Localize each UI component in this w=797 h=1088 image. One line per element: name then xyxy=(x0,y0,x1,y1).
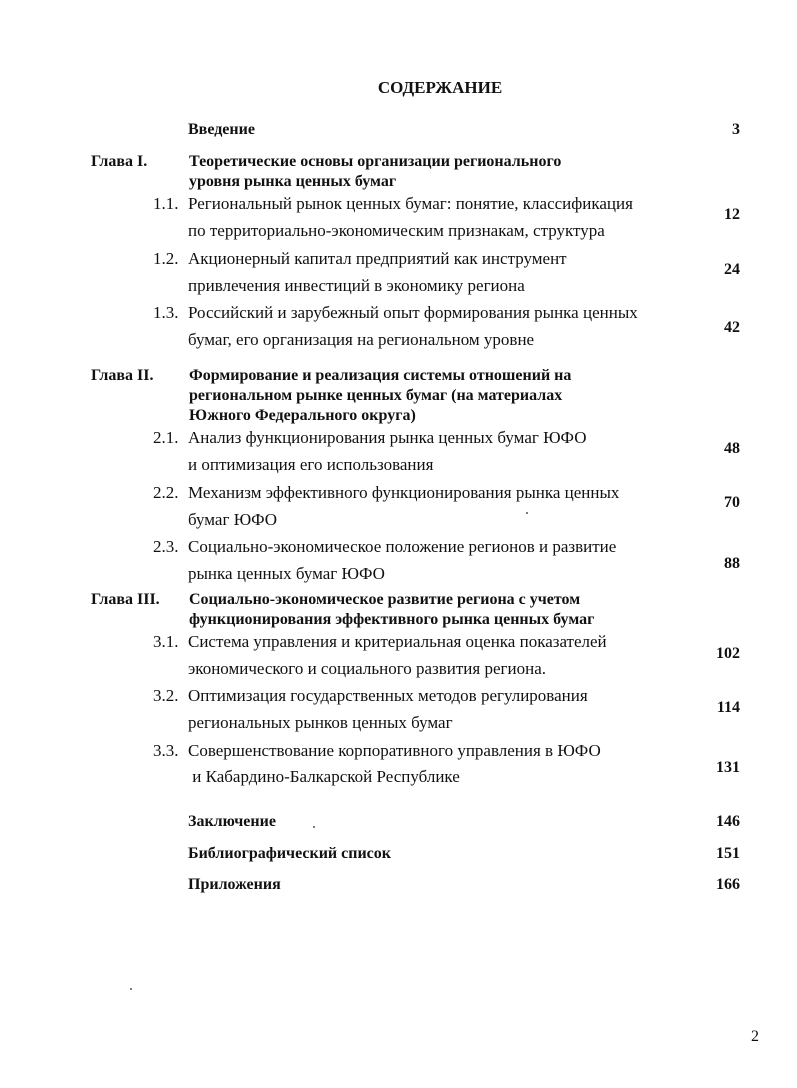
page-number: 2 xyxy=(751,1028,759,1045)
section-title-line: Механизм эффективного функционирования рынка ценных xyxy=(188,483,620,502)
section-page: 48 xyxy=(724,440,740,457)
section-title-line: Система управления и критериальная оценка показателей xyxy=(188,632,607,651)
chapter-title-line: Социально-экономическое развитие региона с учетом xyxy=(189,591,581,608)
section-page: 70 xyxy=(724,494,740,511)
section-number: 2.2. xyxy=(153,483,179,502)
section-number: 1.2. xyxy=(153,249,179,268)
chapter-label: Глава I. xyxy=(91,153,148,170)
section-title-line: по территориально-экономическим признакам, структура xyxy=(188,221,605,240)
section-number: 2.1. xyxy=(153,428,179,447)
section-title-line: региональных рынков ценных бумаг xyxy=(188,713,453,732)
section-title-line: Оптимизация государственных методов регулирования xyxy=(188,686,588,705)
toc-appendices-title: Приложения xyxy=(188,876,281,893)
chapter-label: Глава II. xyxy=(91,367,154,384)
scan-speck xyxy=(313,826,315,828)
section-number: 3.2. xyxy=(153,686,179,705)
section-title-line: Региональный рынок ценных бумаг: понятие, классификация xyxy=(188,194,633,213)
section-number: 3.3. xyxy=(153,741,179,760)
chapter-title-line: Формирование и реализация системы отношений на xyxy=(189,367,572,384)
section-number: 1.3. xyxy=(153,303,179,322)
toc-bibliography-title: Библиографический список xyxy=(188,845,391,862)
section-title-line: рынка ценных бумаг ЮФО xyxy=(188,564,385,583)
chapter-title-line: функционирования эффективного рынка ценных бумаг xyxy=(189,611,595,628)
section-title-line: Совершенствование корпоративного управления в ЮФО xyxy=(188,741,601,760)
toc-heading: СОДЕРЖАНИЕ xyxy=(377,78,503,97)
chapter-label: Глава III. xyxy=(91,591,160,608)
chapter-title-line: уровня рынка ценных бумаг xyxy=(189,173,397,190)
section-title-line: бумаг, его организация на региональном уровне xyxy=(188,330,535,349)
toc-intro-title: Введение xyxy=(188,121,255,138)
section-page: 88 xyxy=(724,555,740,572)
toc-intro-page: 3 xyxy=(732,121,740,138)
section-page: 42 xyxy=(724,319,740,336)
section-title-line: Анализ функционирования рынка ценных бумаг ЮФО xyxy=(188,428,587,447)
chapter-title-line: Южного Федерального округа) xyxy=(189,407,416,424)
section-page: 102 xyxy=(716,645,740,662)
section-title-line: бумаг ЮФО xyxy=(188,510,278,529)
section-page: 12 xyxy=(724,206,740,223)
section-number: 3.1. xyxy=(153,632,179,651)
section-number: 2.3. xyxy=(153,537,179,556)
section-number: 1.1. xyxy=(153,194,179,213)
toc-bibliography-page: 151 xyxy=(716,845,740,862)
section-title-line: и Кабардино-Балкарской Республике xyxy=(188,767,460,786)
scan-speck xyxy=(526,512,528,514)
toc-conclusion-title: Заключение xyxy=(188,813,276,830)
section-title-line: экономического и социального развития региона. xyxy=(188,659,546,678)
section-title-line: Социально-экономическое положение регионов и развитие xyxy=(188,537,617,556)
section-title-line: Российский и зарубежный опыт формирования рынка ценных xyxy=(188,303,638,322)
section-title-line: и оптимизация его использования xyxy=(188,455,434,474)
toc-conclusion-page: 146 xyxy=(716,813,740,830)
section-page: 131 xyxy=(716,759,740,776)
toc-appendices-page: 166 xyxy=(716,876,740,893)
chapter-title-line: Теоретические основы организации регионального xyxy=(189,153,562,170)
section-title-line: Акционерный капитал предприятий как инструмент xyxy=(188,249,567,268)
section-title-line: привлечения инвестиций в экономику региона xyxy=(188,276,525,295)
section-page: 24 xyxy=(724,261,740,278)
scan-speck xyxy=(130,988,132,990)
section-page: 114 xyxy=(716,699,740,716)
chapter-title-line: региональном рынке ценных бумаг (на материалах xyxy=(189,387,563,404)
